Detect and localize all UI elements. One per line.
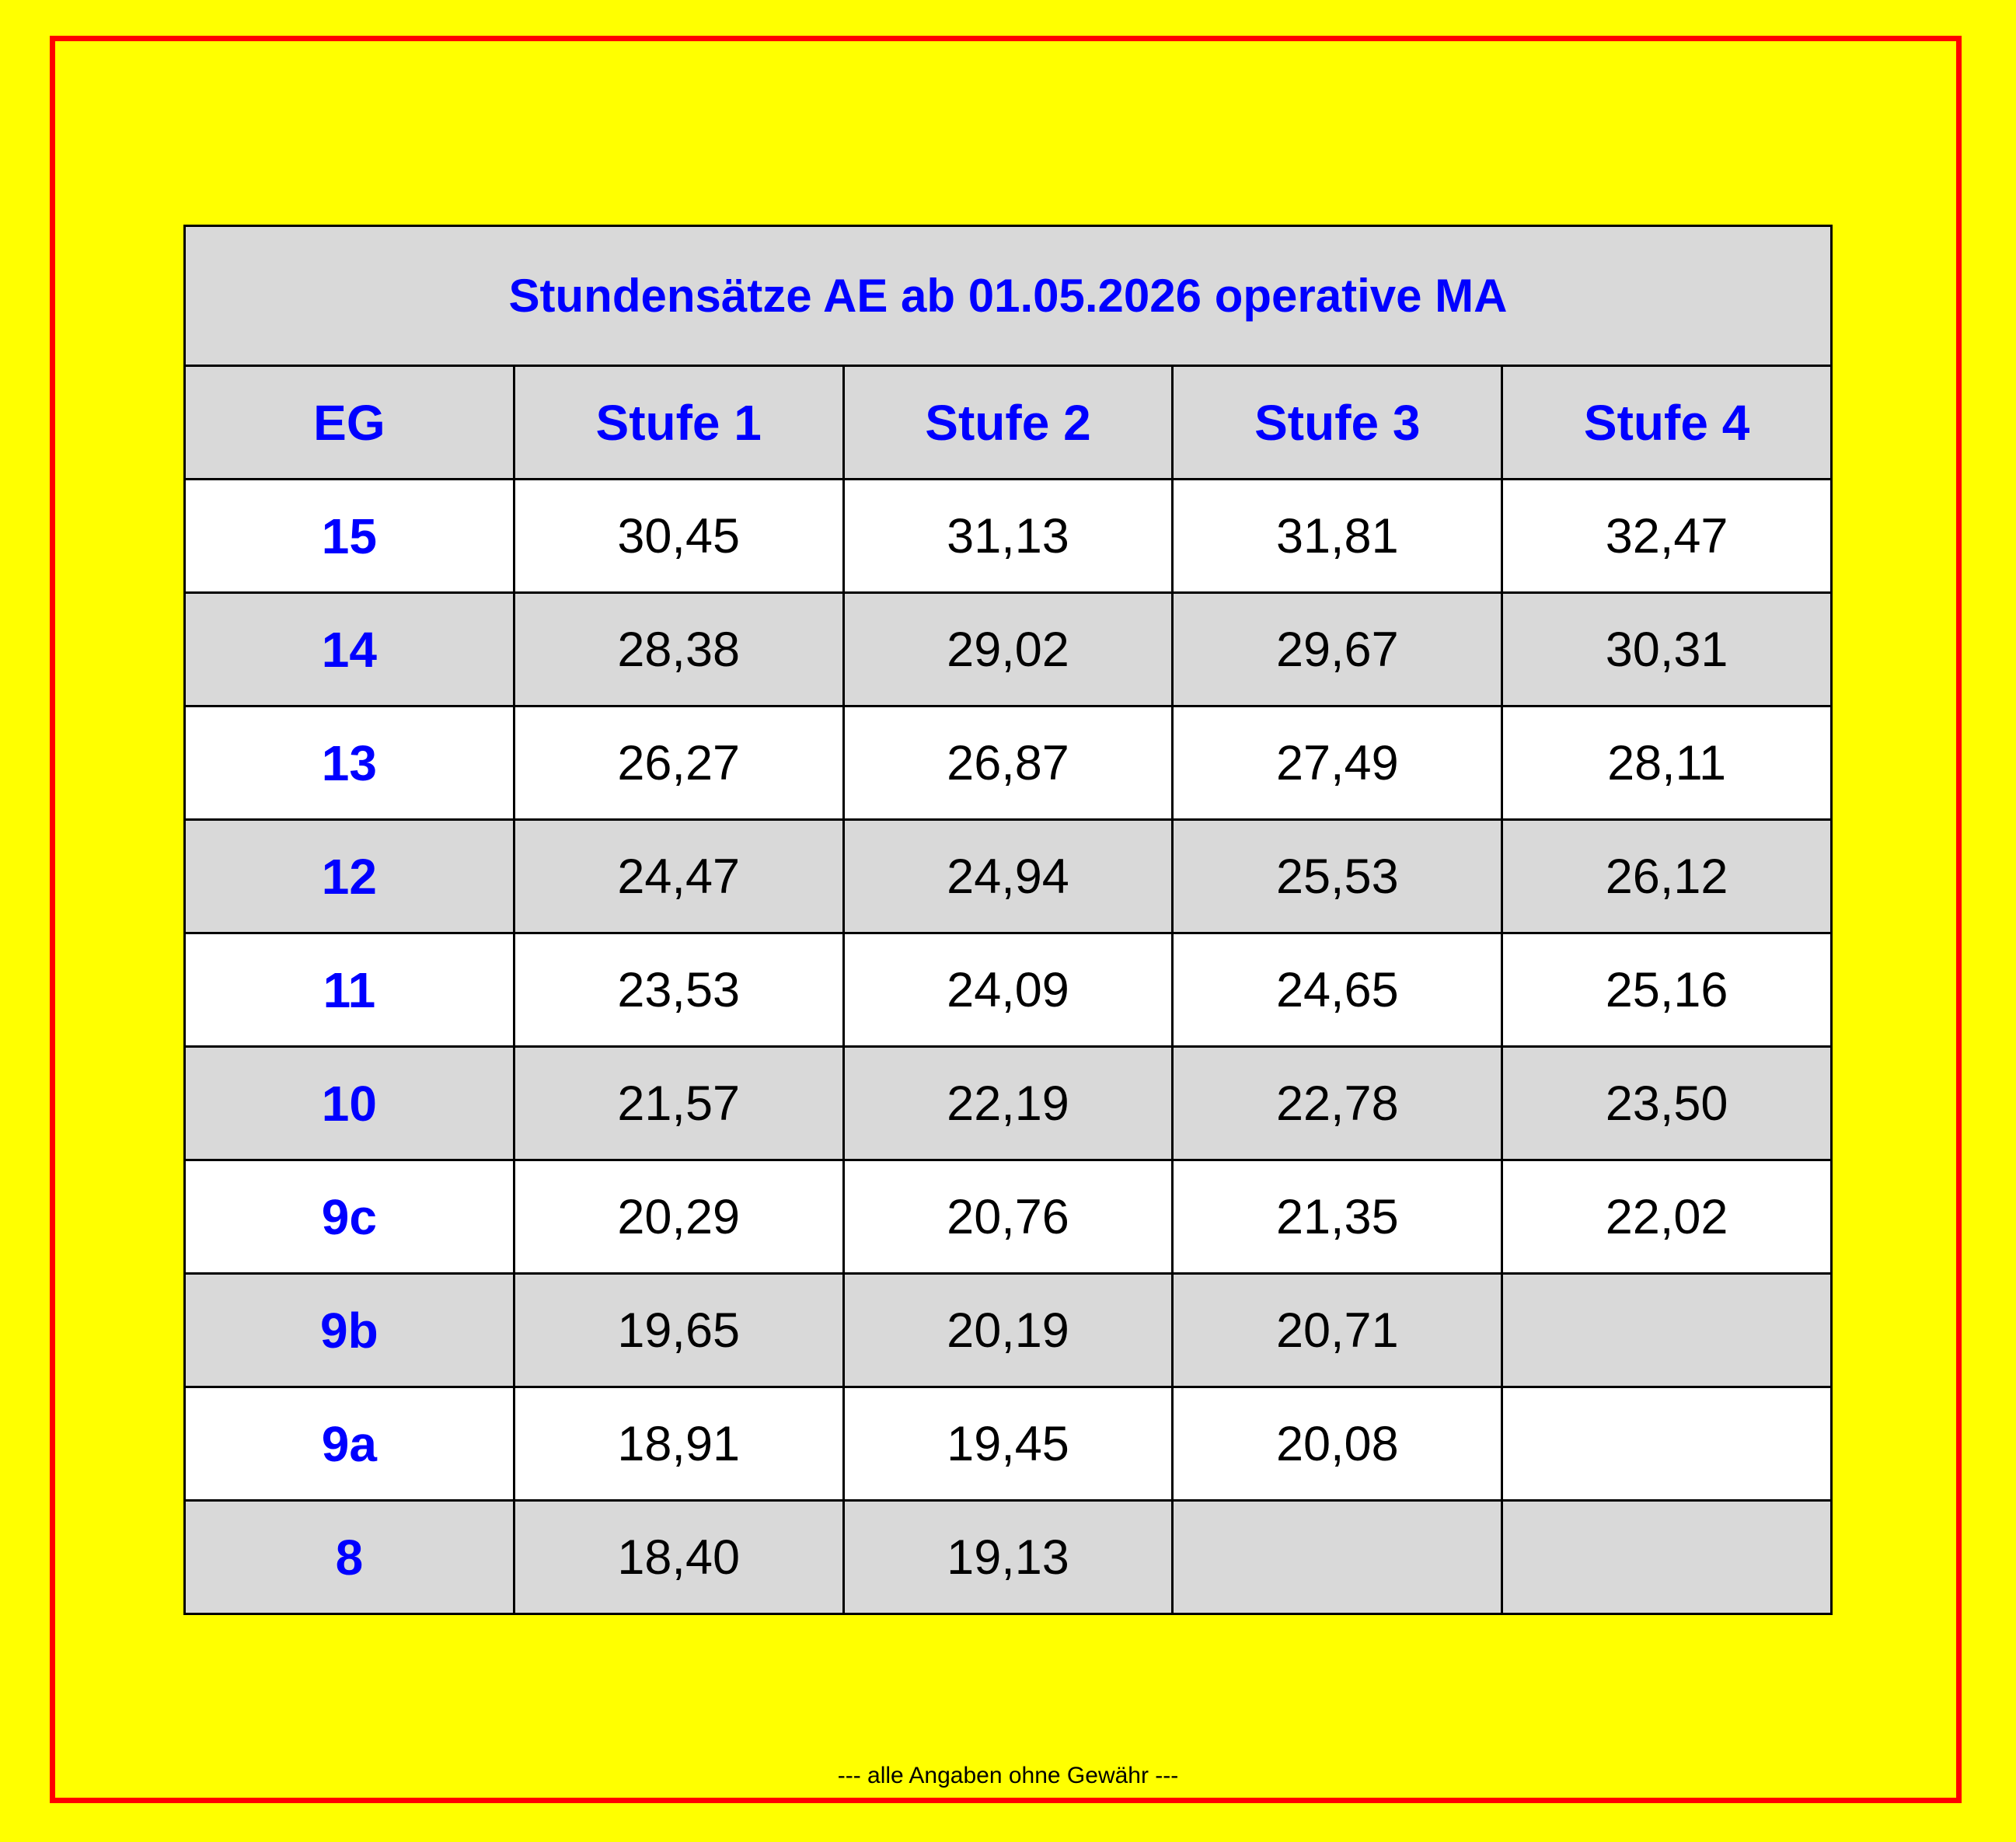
- rate-cell: 32,47: [1502, 480, 1832, 593]
- header-stufe-2: Stufe 2: [843, 366, 1173, 480]
- rate-cell: 28,11: [1502, 706, 1832, 820]
- table-row: [185, 480, 1832, 593]
- header-eg: EG: [185, 366, 514, 480]
- eg-cell: 9a: [185, 1387, 514, 1501]
- eg-cell: 9b: [185, 1274, 514, 1387]
- table-row: [185, 1047, 1832, 1160]
- rate-cell: 19,13: [843, 1501, 1173, 1614]
- table-row: [185, 820, 1832, 933]
- rate-cell: 21,57: [514, 1047, 843, 1160]
- title-row: [185, 226, 1832, 366]
- table-row: [185, 1501, 1832, 1614]
- table-row: [185, 706, 1832, 820]
- eg-cell: 10: [185, 1047, 514, 1160]
- rate-cell: 24,94: [843, 820, 1173, 933]
- rate-cell: 20,71: [1173, 1274, 1502, 1387]
- rate-cell: 27,49: [1173, 706, 1502, 820]
- rate-cell: 22,19: [843, 1047, 1173, 1160]
- rate-cell: [1173, 1501, 1502, 1614]
- rate-cell: 21,35: [1173, 1160, 1502, 1274]
- rate-cell: 22,78: [1173, 1047, 1502, 1160]
- rate-cell: 20,19: [843, 1274, 1173, 1387]
- table-title: Stundensätze AE ab 01.05.2026 operative MA: [185, 226, 1832, 366]
- hourly-rate-table: [183, 225, 1833, 1615]
- rate-cell: 25,53: [1173, 820, 1502, 933]
- rate-cell: 19,45: [843, 1387, 1173, 1501]
- table-row: [185, 1274, 1832, 1387]
- rate-cell: 19,65: [514, 1274, 843, 1387]
- rate-cell: 26,87: [843, 706, 1173, 820]
- rate-cell: [1502, 1387, 1832, 1501]
- eg-cell: 9c: [185, 1160, 514, 1274]
- eg-cell: 11: [185, 933, 514, 1047]
- rate-cell: 24,47: [514, 820, 843, 933]
- rate-cell: 30,31: [1502, 593, 1832, 706]
- eg-cell: 14: [185, 593, 514, 706]
- rate-cell: 18,91: [514, 1387, 843, 1501]
- rate-cell: 29,67: [1173, 593, 1502, 706]
- rate-cell: 24,65: [1173, 933, 1502, 1047]
- rate-cell: 31,81: [1173, 480, 1502, 593]
- rate-cell: 20,08: [1173, 1387, 1502, 1501]
- table-row: [185, 1160, 1832, 1274]
- rate-cell: 24,09: [843, 933, 1173, 1047]
- header-stufe-1: Stufe 1: [514, 366, 843, 480]
- rate-cell: 26,27: [514, 706, 843, 820]
- table-row: [185, 933, 1832, 1047]
- rate-cell: 25,16: [1502, 933, 1832, 1047]
- rate-cell: [1502, 1274, 1832, 1387]
- rate-cell: 28,38: [514, 593, 843, 706]
- rate-cell: 29,02: [843, 593, 1173, 706]
- rate-cell: 22,02: [1502, 1160, 1832, 1274]
- header-row: [185, 366, 1832, 480]
- disclaimer-footer: --- alle Angaben ohne Gewähr ---: [837, 1763, 1179, 1788]
- rate-cell: 26,12: [1502, 820, 1832, 933]
- rate-cell: 20,29: [514, 1160, 843, 1274]
- eg-cell: 8: [185, 1501, 514, 1614]
- eg-cell: 13: [185, 706, 514, 820]
- table-row: [185, 1387, 1832, 1501]
- rate-cell: 23,53: [514, 933, 843, 1047]
- rate-cell: 18,40: [514, 1501, 843, 1614]
- eg-cell: 12: [185, 820, 514, 933]
- rate-cell: 30,45: [514, 480, 843, 593]
- table-row: [185, 593, 1832, 706]
- rate-cell: 20,76: [843, 1160, 1173, 1274]
- rate-cell: [1502, 1501, 1832, 1614]
- header-stufe-3: Stufe 3: [1173, 366, 1502, 480]
- eg-cell: 15: [185, 480, 514, 593]
- header-stufe-4: Stufe 4: [1502, 366, 1832, 480]
- rate-cell: 23,50: [1502, 1047, 1832, 1160]
- rate-cell: 31,13: [843, 480, 1173, 593]
